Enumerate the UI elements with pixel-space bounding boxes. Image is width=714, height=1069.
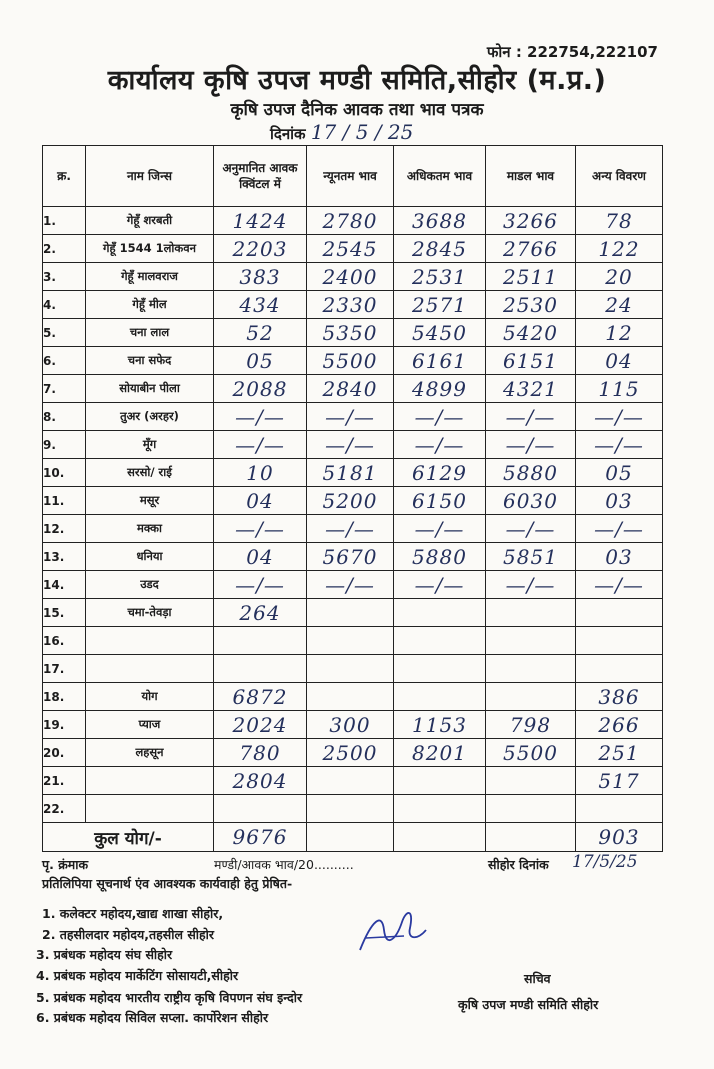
cell-max: 1153 xyxy=(394,711,486,739)
cell-max xyxy=(394,627,486,655)
forwarding-note: प्रतिलिपिया सूचनार्थ एंव आवश्यक कार्यवाही हेतु प्रेषित- xyxy=(42,876,293,891)
cell-other: —/— xyxy=(576,571,663,599)
phone-numbers: फोन : 222754,222107 xyxy=(486,43,658,61)
cell-other: 03 xyxy=(576,543,663,571)
cell-other: 20 xyxy=(576,263,663,291)
cell-max: —/— xyxy=(394,403,486,431)
cell-arrival: 780 xyxy=(214,739,307,767)
cell-crop: मूँग xyxy=(86,431,214,459)
cell-min: 2545 xyxy=(307,235,394,263)
cell-modal xyxy=(486,795,576,823)
cell-other: 386 xyxy=(576,683,663,711)
cell-modal xyxy=(486,683,576,711)
cell-crop xyxy=(86,767,214,795)
table-row xyxy=(43,767,663,795)
table-row xyxy=(43,515,663,543)
cell-crop: लहसून xyxy=(86,739,214,767)
cell-min: 2840 xyxy=(307,375,394,403)
cell-sno: 11. xyxy=(43,487,86,515)
cell-other: 115 xyxy=(576,375,663,403)
cell-max xyxy=(394,683,486,711)
cell-modal: —/— xyxy=(486,403,576,431)
col-header-arrival: अनुमानित आवक क्विंटल में xyxy=(214,146,307,207)
col-header-commodity: नाम जिन्स xyxy=(86,146,214,207)
cell-modal xyxy=(486,655,576,683)
cell-crop xyxy=(86,627,214,655)
cell-other: 04 xyxy=(576,347,663,375)
table-row xyxy=(43,347,663,375)
cell-sno: 15. xyxy=(43,599,86,627)
cell-min: —/— xyxy=(307,431,394,459)
cell-min: 5350 xyxy=(307,319,394,347)
cell-modal: 2766 xyxy=(486,235,576,263)
cell-arrival: 52 xyxy=(214,319,307,347)
cell-other: 122 xyxy=(576,235,663,263)
copy-recipient-6: 6. प्रबंधक महोदय सिविल सप्ला. कार्पोरेशन सीहोर xyxy=(36,1010,269,1025)
table-row xyxy=(43,319,663,347)
document-subtitle: कृषि उपज दैनिक आवक तथा भाव पत्रक xyxy=(230,100,484,120)
reference-label: पृ. क्रंमाक xyxy=(42,857,89,872)
cell-arrival: 05 xyxy=(214,347,307,375)
cell-crop xyxy=(86,655,214,683)
cell-other: —/— xyxy=(576,403,663,431)
cell-other xyxy=(576,795,663,823)
cell-max: 2531 xyxy=(394,263,486,291)
cell-arrival: 1424 xyxy=(214,207,307,235)
cell-modal: —/— xyxy=(486,515,576,543)
cell-sno: 5. xyxy=(43,319,86,347)
table-row xyxy=(43,795,663,823)
copy-recipient-3: 3. प्रबंधक महोदय संघ सीहोर xyxy=(36,947,173,962)
cell-sno: 8. xyxy=(43,403,86,431)
table-row xyxy=(43,487,663,515)
cell-min: 2400 xyxy=(307,263,394,291)
cell-crop: धनिया xyxy=(86,543,214,571)
signatory-title: सचिव xyxy=(524,971,551,986)
cell-min xyxy=(307,683,394,711)
cell-min: 5670 xyxy=(307,543,394,571)
cell-crop: गेहूँ शरबती xyxy=(86,207,214,235)
cell-min: 5181 xyxy=(307,459,394,487)
cell-modal: —/— xyxy=(486,571,576,599)
cell-arrival xyxy=(214,795,307,823)
grand-total-arrival: 9676 xyxy=(214,823,307,852)
cell-min xyxy=(307,627,394,655)
cell-min xyxy=(307,599,394,627)
office-title: कार्यालय कृषि उपज मण्डी समिति,सीहोर (म.प्र.) xyxy=(107,65,607,96)
table-row xyxy=(43,403,663,431)
reference-text: मण्डी/आवक भाव/20.......... xyxy=(214,857,354,872)
cell-arrival: 264 xyxy=(214,599,307,627)
cell-min: 2780 xyxy=(307,207,394,235)
cell-modal: 4321 xyxy=(486,375,576,403)
cell-min: 2500 xyxy=(307,739,394,767)
table-row xyxy=(43,207,663,235)
copy-recipient-1: 1. कलेक्टर महोदय,खाद्य शाखा सीहोर, xyxy=(42,906,224,921)
copy-recipient-2: 2. तहसीलदार महोदय,तहसील सीहोर xyxy=(42,927,215,942)
cell-max: —/— xyxy=(394,431,486,459)
cell-crop: गेहूँ मालवराज xyxy=(86,263,214,291)
cell-max: —/— xyxy=(394,515,486,543)
cell-sno: 16. xyxy=(43,627,86,655)
cell-min xyxy=(307,795,394,823)
cell-arrival: —/— xyxy=(214,403,307,431)
cell-crop: चना सफेद xyxy=(86,347,214,375)
date-label: दिनांक xyxy=(270,125,306,143)
cell-min xyxy=(307,655,394,683)
cell-other: 78 xyxy=(576,207,663,235)
table-row xyxy=(43,431,663,459)
cell-other: 266 xyxy=(576,711,663,739)
table-row xyxy=(43,739,663,767)
cell-sno: 10. xyxy=(43,459,86,487)
cell-max: 5450 xyxy=(394,319,486,347)
signature-scribble xyxy=(352,900,432,960)
cell-sno: 7. xyxy=(43,375,86,403)
cell-arrival: 434 xyxy=(214,291,307,319)
cell-modal: 3266 xyxy=(486,207,576,235)
cell-sno: 22. xyxy=(43,795,86,823)
cell-crop: चना लाल xyxy=(86,319,214,347)
cell-other xyxy=(576,627,663,655)
grand-total-row xyxy=(43,823,663,852)
cell-modal: 5420 xyxy=(486,319,576,347)
cell-other: 12 xyxy=(576,319,663,347)
cell-modal: 5500 xyxy=(486,739,576,767)
cell-sno: 14. xyxy=(43,571,86,599)
cell-other: —/— xyxy=(576,431,663,459)
cell-sno: 1. xyxy=(43,207,86,235)
place-date-label: सीहोर दिनांक xyxy=(488,857,549,872)
arrival-price-table xyxy=(42,145,663,852)
cell-arrival: 04 xyxy=(214,487,307,515)
cell-max: 2571 xyxy=(394,291,486,319)
cell-max: 8201 xyxy=(394,739,486,767)
cell-min: —/— xyxy=(307,571,394,599)
cell-max xyxy=(394,599,486,627)
cell-crop: योग xyxy=(86,683,214,711)
cell-min: 300 xyxy=(307,711,394,739)
col-header-min-price: न्यूनतम भाव xyxy=(307,146,394,207)
cell-crop: चमा-तेवड़ा xyxy=(86,599,214,627)
cell-min: —/— xyxy=(307,403,394,431)
cell-crop xyxy=(86,795,214,823)
cell-arrival: —/— xyxy=(214,431,307,459)
cell-modal: —/— xyxy=(486,431,576,459)
cell-min: 2330 xyxy=(307,291,394,319)
cell-sno: 21. xyxy=(43,767,86,795)
table-header-row xyxy=(43,146,663,207)
cell-arrival: 04 xyxy=(214,543,307,571)
cell-min xyxy=(307,767,394,795)
cell-max: —/— xyxy=(394,571,486,599)
cell-sno: 17. xyxy=(43,655,86,683)
cell-other xyxy=(576,655,663,683)
cell-modal: 5851 xyxy=(486,543,576,571)
cell-other: —/— xyxy=(576,515,663,543)
cell-sno: 6. xyxy=(43,347,86,375)
cell-sno: 20. xyxy=(43,739,86,767)
cell-arrival: 10 xyxy=(214,459,307,487)
cell-arrival xyxy=(214,627,307,655)
cell-modal: 6151 xyxy=(486,347,576,375)
cell-max: 3688 xyxy=(394,207,486,235)
cell-modal xyxy=(486,627,576,655)
cell-max: 5880 xyxy=(394,543,486,571)
cell-crop: गेहूँ मील xyxy=(86,291,214,319)
cell-max xyxy=(394,767,486,795)
cell-modal: 5880 xyxy=(486,459,576,487)
date-value: 17 / 5 / 25 xyxy=(310,120,414,144)
copy-recipient-5: 5. प्रबंधक महोदय भारतीय राष्ट्रीय कृषि विपणन संघ इन्दोर xyxy=(36,990,303,1005)
table-row xyxy=(43,571,663,599)
table-row xyxy=(43,711,663,739)
table-row xyxy=(43,543,663,571)
cell-arrival: 6872 xyxy=(214,683,307,711)
cell-max: 6150 xyxy=(394,487,486,515)
cell-sno: 13. xyxy=(43,543,86,571)
cell-sno: 19. xyxy=(43,711,86,739)
cell-sno: 4. xyxy=(43,291,86,319)
cell-other: 24 xyxy=(576,291,663,319)
cell-sno: 18. xyxy=(43,683,86,711)
cell-min: 5500 xyxy=(307,347,394,375)
table-row xyxy=(43,627,663,655)
col-header-modal-price: माडल भाव xyxy=(486,146,576,207)
cell-arrival: —/— xyxy=(214,571,307,599)
cell-arrival: 2804 xyxy=(214,767,307,795)
cell-max: 4899 xyxy=(394,375,486,403)
cell-modal: 2530 xyxy=(486,291,576,319)
cell-max: 6161 xyxy=(394,347,486,375)
cell-modal: 6030 xyxy=(486,487,576,515)
cell-max: 2845 xyxy=(394,235,486,263)
cell-crop: मक्का xyxy=(86,515,214,543)
cell-max xyxy=(394,795,486,823)
cell-arrival xyxy=(214,655,307,683)
table-row xyxy=(43,235,663,263)
cell-arrival: 383 xyxy=(214,263,307,291)
table-row xyxy=(43,459,663,487)
cell-arrival: 2088 xyxy=(214,375,307,403)
cell-arrival: 2024 xyxy=(214,711,307,739)
place-date-value: 17/5/25 xyxy=(572,852,638,872)
cell-other xyxy=(576,599,663,627)
date-line xyxy=(270,120,413,144)
cell-crop: सरसो/ राई xyxy=(86,459,214,487)
cell-crop: प्याज xyxy=(86,711,214,739)
grand-total-label: कुल योग/- xyxy=(43,823,214,852)
cell-modal xyxy=(486,767,576,795)
col-header-sno: क्र. xyxy=(43,146,86,207)
table-row xyxy=(43,375,663,403)
table-row xyxy=(43,263,663,291)
cell-sno: 2. xyxy=(43,235,86,263)
cell-sno: 12. xyxy=(43,515,86,543)
cell-sno: 3. xyxy=(43,263,86,291)
cell-crop: सोयाबीन पीला xyxy=(86,375,214,403)
cell-other: 03 xyxy=(576,487,663,515)
cell-crop: उडद xyxy=(86,571,214,599)
cell-max: 6129 xyxy=(394,459,486,487)
table-row xyxy=(43,683,663,711)
col-header-max-price: अधिकतम भाव xyxy=(394,146,486,207)
cell-other: 517 xyxy=(576,767,663,795)
cell-crop: मसूर xyxy=(86,487,214,515)
cell-sno: 9. xyxy=(43,431,86,459)
cell-min: —/— xyxy=(307,515,394,543)
copy-recipient-4: 4. प्रबंधक महोदय मार्केटिंग सोसायटी,सीहोर xyxy=(36,968,239,983)
cell-max xyxy=(394,655,486,683)
cell-arrival: 2203 xyxy=(214,235,307,263)
table-row xyxy=(43,599,663,627)
cell-crop: तुअर (अरहर) xyxy=(86,403,214,431)
table-row xyxy=(43,655,663,683)
cell-crop: गेहूँ 1544 1लोकवन xyxy=(86,235,214,263)
cell-modal: 798 xyxy=(486,711,576,739)
cell-arrival: —/— xyxy=(214,515,307,543)
signatory-organisation: कृषि उपज मण्डी समिति सीहोर xyxy=(458,997,599,1012)
grand-total-other: 903 xyxy=(576,823,663,852)
table-row xyxy=(43,291,663,319)
cell-min: 5200 xyxy=(307,487,394,515)
cell-other: 05 xyxy=(576,459,663,487)
cell-modal xyxy=(486,599,576,627)
cell-other: 251 xyxy=(576,739,663,767)
cell-modal: 2511 xyxy=(486,263,576,291)
col-header-other: अन्य विवरण xyxy=(576,146,663,207)
